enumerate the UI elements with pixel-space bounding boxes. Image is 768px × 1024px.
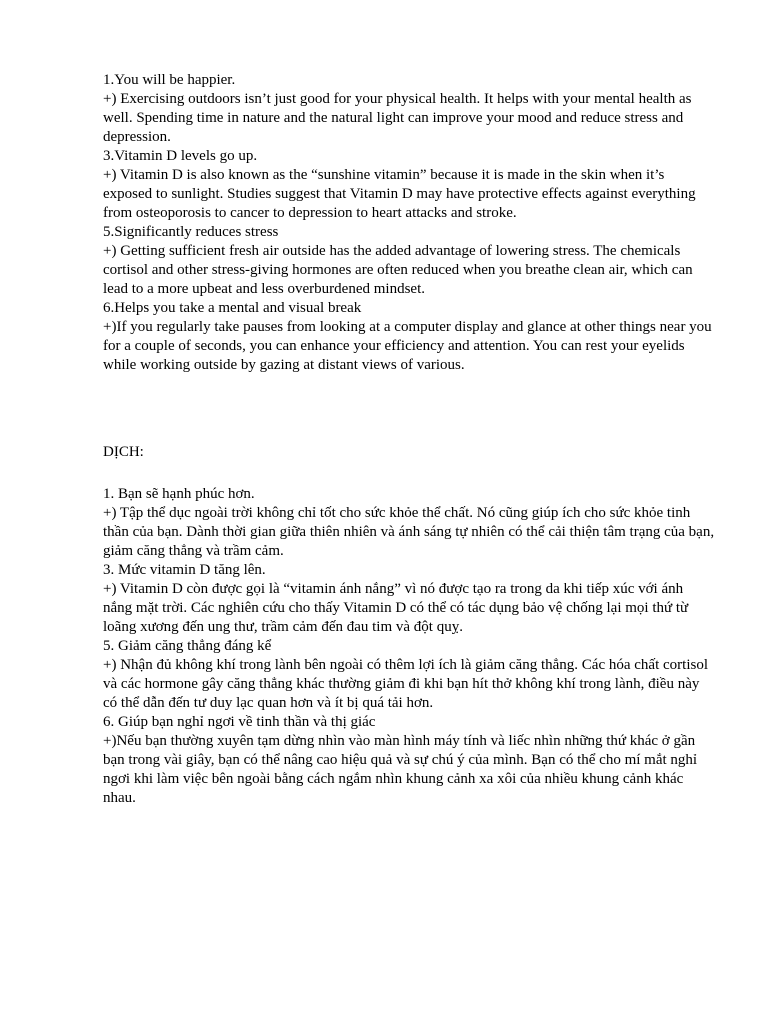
english-item-1-body: +) Exercising outdoors isn’t just good for your physical health. It helps with your mental health as well. Spending time in nature and the natural light can improve your mood and reduce stress and depression. [103,91,692,145]
vietnamese-item-6-heading: 6. Giúp bạn nghỉ ngơi về tinh thần và thị giác [103,714,376,730]
vietnamese-item-1-body: +) Tập thể dục ngoài trời không chỉ tốt cho sức khỏe thể chất. Nó cũng giúp ích cho sức khỏe tinh thần của bạn. Dành thời gian giữa thiên nhiên và ánh sáng tự nhiên có thể cải thiện tâm trạng của bạn, giảm căng thẳng và trầm cảm. [103,505,715,559]
vietnamese-item-5-body: +) Nhận đủ không khí trong lành bên ngoài có thêm lợi ích là giảm căng thẳng. Các hóa chất cortisol và các hormone gây căng thẳng khác thường giảm đi khi bạn hít thở không khí trong lành, điều này có thể dẫn đến tư duy lạc quan hơn và ít bị quá tải hơn. [103,657,708,711]
vietnamese-item-5-heading: 5. Giảm căng thẳng đáng kể [103,638,272,654]
vietnamese-item-6-body: +)Nếu bạn thường xuyên tạm dừng nhìn vào màn hình máy tính và liếc nhìn những thứ khác ở gần bạn trong vài giây, bạn có thể nâng cao hiệu quả và sự chú ý của mình. Bạn có thể cho mí mắt nghỉ ngơi khi làm việc bên ngoài bằng cách ngắm nhìn khung cảnh xa xôi của nhiều khung cảnh khác nhau. [103,733,698,806]
english-section [103,71,715,375]
english-item-6-heading: 6.Helps you take a mental and visual break [103,300,362,316]
vietnamese-item-3-body: +) Vitamin D còn được gọi là “vitamin ánh nắng” vì nó được tạo ra trong da khi tiếp xúc với ánh nắng mặt trời. Các nghiên cứu cho thấy Vitamin D có thể có tác dụng bảo vệ chống lại mọi thứ từ loãng xương đến ung thư, trầm cảm đến đau tim và đột quỵ. [103,581,689,635]
english-item-5-body: +) Getting sufficient fresh air outside has the added advantage of lowering stress. The chemicals cortisol and other stress-giving hormones are often reduced when you breathe clean air, which can lead to a more upbeat and less overburdened mindset. [103,243,693,297]
vietnamese-item-1-heading: 1. Bạn sẽ hạnh phúc hơn. [103,486,255,502]
english-item-3-heading: 3.Vitamin D levels go up. [103,148,258,164]
translation-heading-block [103,443,715,462]
vietnamese-section [103,485,715,808]
translation-heading: DỊCH: [103,444,144,460]
english-item-1-heading: 1.You will be happier. [103,72,236,88]
vietnamese-item-3-heading: 3. Mức vitamin D tăng lên. [103,562,266,578]
english-item-5-heading: 5.Significantly reduces stress [103,224,279,240]
english-item-3-body: +) Vitamin D is also known as the “sunshine vitamin” because it is made in the skin when it’s exposed to sunlight. Studies suggest that Vitamin D may have protective effects against everything from osteoporosis to cancer to depression to heart attacks and stroke. [103,167,696,221]
english-item-6-body: +)If you regularly take pauses from looking at a computer display and glance at other things near you for a couple of seconds, you can enhance your efficiency and attention. You can rest your eyelids while working outside by gazing at distant views of various. [103,319,712,373]
